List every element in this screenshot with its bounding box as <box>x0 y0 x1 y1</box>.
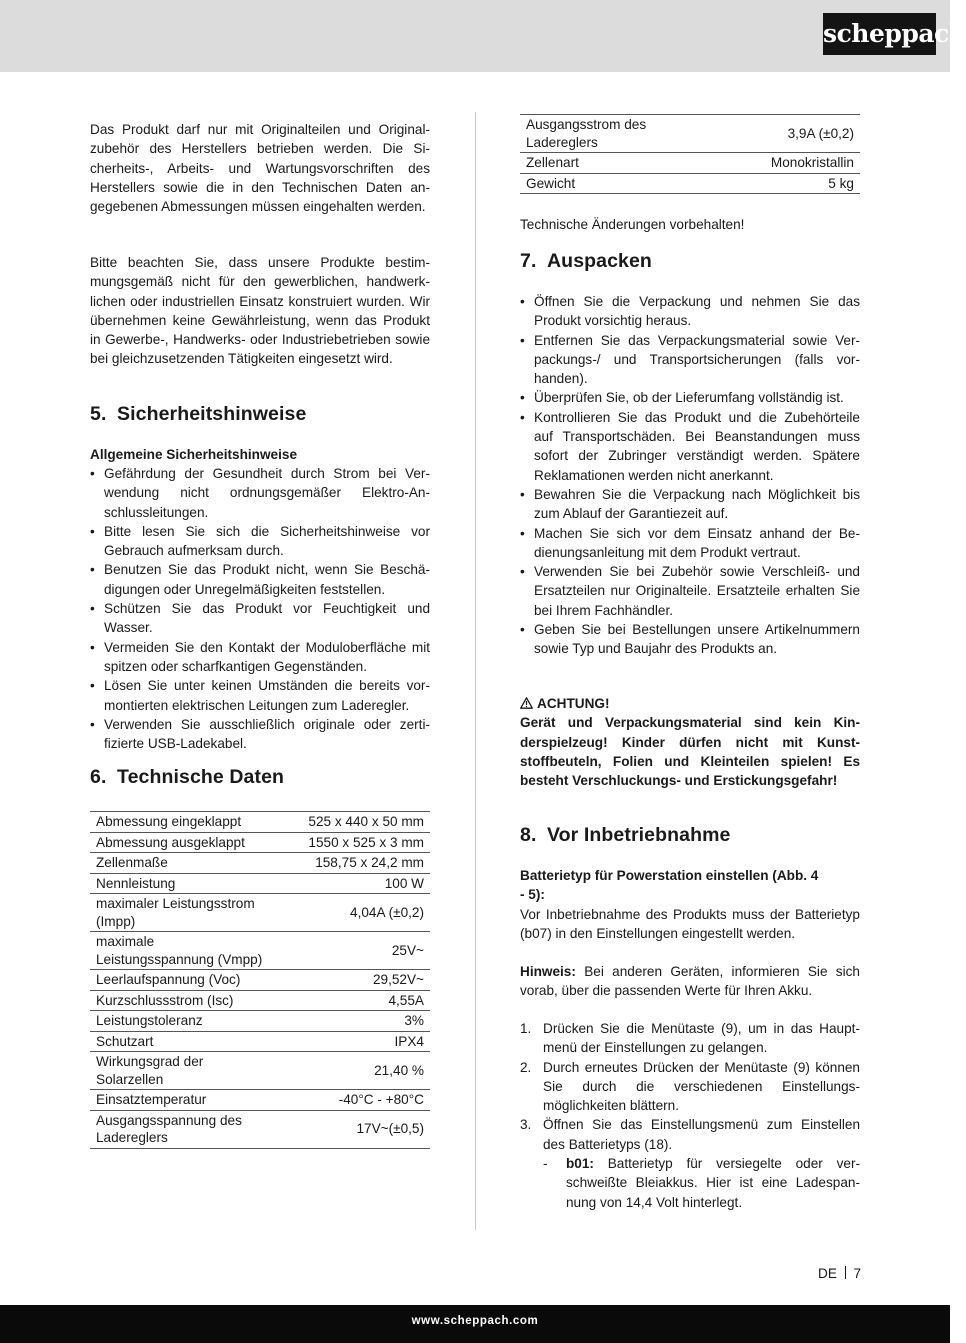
intro-paragraph-1: Das Produkt darf nur mit Originalteilen und Originalzubehör des Herstellers betrieben werden. Die Sicherheits-, Arbeits- und Wartungsvorschriften des Herstellers sowie die in den Technischen Daten angegebenen Abmessungen müssen eingehalten werden. <box>90 122 430 215</box>
row-value: 17V~(±0,5) <box>272 1110 430 1148</box>
table-row <box>90 970 430 991</box>
step-number: 2. <box>520 1059 532 1075</box>
list-item: • Lösen Sie unter keinen Umständen die bereits vormontierten elektrischen Leitungen zum Laderegler. <box>90 676 430 715</box>
row-value: 25V~ <box>272 932 430 970</box>
list-item: • Überprüfen Sie, ob der Lieferumfang vollständig ist. <box>520 388 860 407</box>
table-row <box>90 1052 430 1090</box>
language-code: DE <box>818 1266 837 1281</box>
tech-data-table-continued <box>520 114 860 194</box>
list-item: • Machen Sie sich vor dem Einsatz anhand der Bedienungsanleitung mit dem Produkt vertraut. <box>520 524 860 563</box>
warning-block <box>520 694 860 790</box>
table-row <box>90 1090 430 1111</box>
row-label: Einsatztemperatur <box>90 1090 272 1111</box>
row-value: 29,52V~ <box>272 970 430 991</box>
table-row <box>90 1011 430 1032</box>
section-6-number: 6. <box>90 766 107 788</box>
hint-paragraph <box>520 962 860 1001</box>
row-label: Zellenart <box>520 153 672 174</box>
list-item: • Verwenden Sie bei Zubehör sowie Verschleiß- und Ersatzteilen nur Originalteile. Ersatzteile erhalten Sie bei Ihrem Fachhändler. <box>520 562 860 620</box>
row-value: 5 kg <box>672 173 860 194</box>
table-row <box>90 932 430 970</box>
list-item <box>520 1058 860 1116</box>
tech-data-table <box>90 811 430 1149</box>
list-item: • Verwenden Sie ausschließlich originale oder zertifizierte USB-Ladekabel. <box>90 715 430 754</box>
table-row <box>520 153 860 174</box>
warning-heading <box>520 694 860 713</box>
row-label: Nennleistung <box>90 873 272 894</box>
table-row <box>90 1110 430 1148</box>
page-separator <box>845 1266 846 1279</box>
battery-intro: Vor Inbetriebnahme des Produkts muss der Batterietyp (b07) in den Einstellungen eingestellt werden. <box>520 907 860 942</box>
row-label: Schutzart <box>90 1031 272 1052</box>
row-label: maximale Leistungsspannung (Vmpp) <box>90 932 272 970</box>
row-label: maximaler Leistungsstrom (Impp) <box>90 894 272 932</box>
row-label: Abmessung eingeklappt <box>90 812 272 833</box>
list-item: • Benutzen Sie das Produkt nicht, wenn Sie Beschädigungen oder Unregelmäßigkeiten feststellen. <box>90 560 430 599</box>
section-8-number: 8. <box>520 824 537 846</box>
list-item: • Kontrollieren Sie das Produkt und die Zubehörteile auf Transportschäden. Bei Beanstandungen muss sofort der Zubringer verständigt werden. Spätere Reklamationen werden nicht anerkannt. <box>520 408 860 485</box>
warning-title: ACHTUNG! <box>537 696 610 711</box>
row-value: IPX4 <box>272 1031 430 1052</box>
row-label: Kurzschlussstrom (Isc) <box>90 990 272 1011</box>
list-item <box>520 1019 860 1058</box>
row-value: 3% <box>272 1011 430 1032</box>
tech-note: Technische Änderungen vorbehalten! <box>520 217 745 232</box>
safety-list <box>90 464 430 753</box>
step-text: Durch erneutes Drücken der Menütaste (9) können Sie durch die verschiedenen Einstellungsmöglichkeiten blättern. <box>543 1059 860 1114</box>
intro-paragraph-2: Bitte beachten Sie, dass unsere Produkte bestimmungsgemäß nicht für den gewerblichen, handwerklichen oder industriellen Einsatz konstruiert wurden. Wir übernehmen keine Gewährleistung, wenn das Produkt in Gewerbe-, Handwerks- oder Industriebetrieben sowie bei gleichzusetzenden Tätigkeiten eingesetzt wird. <box>90 255 430 367</box>
row-value: 158,75 x 24,2 mm <box>272 853 430 874</box>
header-bar <box>0 0 966 72</box>
table-row <box>90 853 430 874</box>
section-8-heading <box>520 823 860 847</box>
row-label: Gewicht <box>520 173 672 194</box>
list-item: • Bewahren Sie die Verpackung nach Möglichkeit bis zum Ablauf der Garantiezeit auf. <box>520 485 860 524</box>
row-value: 1550 x 525 x 3 mm <box>272 832 430 853</box>
step-number: 1. <box>520 1021 532 1036</box>
battery-code-text: Batterietyp für versiegelte oder verschweißte Bleiakkus. Hier ist eine Ladespannung von 14,4 Volt hinterlegt. <box>566 1156 860 1210</box>
section-7-number: 7. <box>520 250 537 272</box>
battery-type-item <box>520 1154 860 1212</box>
step-text: Drücken Sie die Menütaste (9), um in das Hauptmenü der Einstellungen zu gelangen. <box>543 1021 860 1056</box>
list-item: • Geben Sie bei Bestellungen unsere Artikelnummern sowie Typ und Baujahr des Produkts an. <box>520 620 860 659</box>
table-row <box>520 173 860 194</box>
row-value: 21,40 % <box>272 1052 430 1090</box>
list-item: • Entfernen Sie das Verpackungsmaterial sowie Verpackungs-/ und Transportsicherungen (falls vorhanden). <box>520 331 860 389</box>
list-item: • Gefährdung der Gesundheit durch Strom bei Verwendung nicht ordnungsgemäßer Elektro-Anschlussleitungen. <box>90 464 430 522</box>
table-row <box>90 894 430 932</box>
row-value: -40°C - +80°C <box>272 1090 430 1111</box>
list-item: • Schützen Sie das Produkt vor Feuchtigkeit und Wasser. <box>90 599 430 638</box>
row-value: 525 x 440 x 50 mm <box>272 812 430 833</box>
section-6-heading <box>90 765 430 789</box>
hint-text: Bei anderen Geräten, informieren Sie sich vorab, über die passenden Werte für Ihren Akku. <box>520 964 860 999</box>
step-text: Öffnen Sie das Einstellungsmenü zum Einstellen des Batterietyps (18). <box>543 1117 860 1152</box>
list-item <box>520 1115 860 1154</box>
table-row <box>90 832 430 853</box>
row-value: 4,55A <box>272 990 430 1011</box>
list-item: • Öffnen Sie die Verpackung und nehmen Sie das Produkt vorsichtig heraus. <box>520 292 860 331</box>
page-number-value: 7 <box>853 1266 862 1281</box>
battery-code: b01: <box>566 1156 594 1171</box>
section-6-title: Technische Daten <box>117 766 285 788</box>
row-label: Leerlaufspannung (Voc) <box>90 970 272 991</box>
section-5-title: Sicherheitshinweise <box>117 403 307 425</box>
page-number <box>818 1265 861 1283</box>
row-label: Wirkungsgrad der Solarzellen <box>90 1052 272 1090</box>
row-label: Leistungstoleranz <box>90 1011 272 1032</box>
row-value: 100 W <box>272 873 430 894</box>
column-divider <box>475 112 476 1230</box>
table-row <box>90 873 430 894</box>
section-7-heading <box>520 249 860 273</box>
website-link[interactable]: www.scheppach.com <box>411 1315 539 1327</box>
brand-logo: scheppach <box>823 13 936 55</box>
table-row <box>90 990 430 1011</box>
list-item: • Vermeiden Sie den Kontakt der Moduloberfläche mit spitzen oder scharfkantigen Gegenständen. <box>90 638 430 677</box>
step-number: 3. <box>520 1117 532 1133</box>
hint-label: Hinweis: <box>520 964 576 979</box>
warning-text: Gerät und Verpackungsmaterial sind kein Kinderspielzeug! Kinder dürfen nicht mit Kunststoffbeuteln, Folien und Kleinteilen spielen! Es besteht Verschluckungs- und Erstickungsgefahr! <box>520 715 860 789</box>
warning-icon <box>520 697 533 709</box>
unpack-list <box>520 292 860 659</box>
row-label: Abmessung ausgeklappt <box>90 832 272 853</box>
section-5-heading <box>90 402 430 426</box>
steps-list <box>520 1019 860 1154</box>
table-row <box>90 812 430 833</box>
safety-subtitle: Allgemeine Sicherheitshinweise <box>90 447 297 462</box>
row-label: Ausgangsstrom des Ladereglers <box>520 115 672 153</box>
dash-marker: - <box>543 1156 548 1171</box>
battery-subtitle: Batterietyp für Powerstation einstellen (Abb. 4 - 5): <box>520 868 819 903</box>
section-8-title: Vor Inbetriebnahme <box>547 824 731 846</box>
row-label: Ausgangsspannung des Ladereglers <box>90 1110 272 1148</box>
table-row <box>520 115 860 153</box>
table-row <box>90 1031 430 1052</box>
section-5-number: 5. <box>90 403 107 425</box>
row-value: 4,04A (±0,2) <box>272 894 430 932</box>
row-value: 3,9A (±0,2) <box>672 115 860 153</box>
row-value: Monokristallin <box>672 153 860 174</box>
row-label: Zellenmaße <box>90 853 272 874</box>
section-7-title: Auspacken <box>547 250 652 272</box>
list-item: • Bitte lesen Sie sich die Sicherheitshinweise vor Gebrauch aufmerksam durch. <box>90 522 430 561</box>
